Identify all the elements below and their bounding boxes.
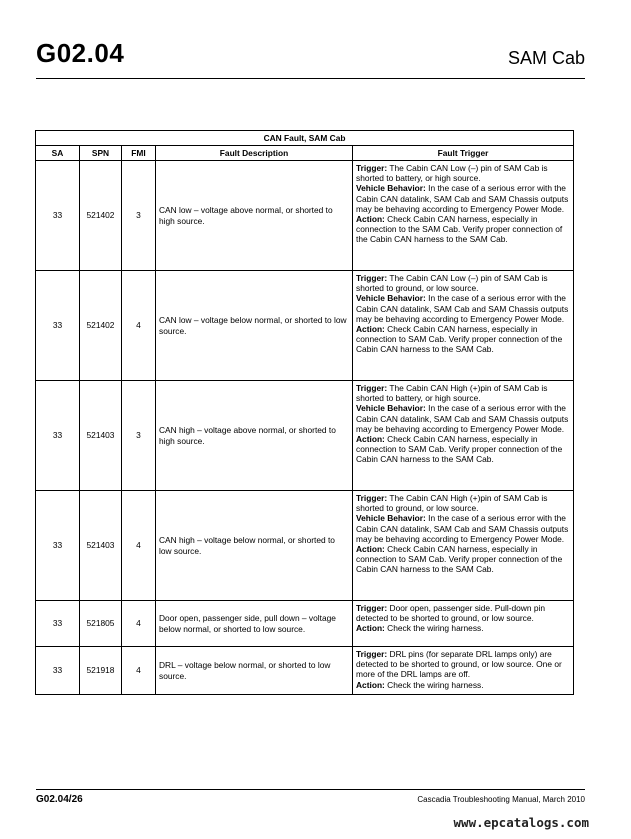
fault-table — [35, 130, 574, 695]
action-text: Check Cabin CAN harness, especially in connection to SAM Cab. Verify proper connection of the Cabin CAN harness to the SAM Cab. — [356, 434, 563, 465]
cell-trigger — [353, 491, 574, 601]
cell-sa: 33 — [36, 271, 80, 381]
action-text: Check Cabin CAN harness, especially in connection to SAM Cab. Verify proper connection of the Cabin CAN harness to the SAM Cab. — [356, 544, 563, 575]
trigger-label: Trigger: — [356, 273, 388, 283]
action-label: Action: — [356, 324, 385, 335]
cell-spn: 521402 — [80, 271, 122, 381]
vehicle-behavior-label: Vehicle Behavior: — [356, 513, 426, 524]
cell-fmi: 4 — [122, 271, 156, 381]
trigger-text: Door open, passenger side. Pull-down pin detected to be shorted to ground, or low source. — [356, 603, 546, 624]
vehicle-behavior-text: In the case of a serious error with the Cabin CAN datalink, SAM Cab and SAM Chassis outputs may be behaving according to Emergency Power Mode. — [356, 183, 569, 214]
vehicle-behavior-text: In the case of a serious error with the Cabin CAN datalink, SAM Cab and SAM Chassis outputs may be behaving according to Emergency Power Mode. — [356, 513, 569, 544]
vehicle-behavior-label: Vehicle Behavior: — [356, 403, 426, 414]
cell-trigger — [353, 647, 574, 695]
trigger-text: DRL pins (for separate DRL lamps only) are detected to be shorted to ground, or low source. One or more of the DRL lamps are off. — [356, 649, 562, 680]
action-label: Action: — [356, 434, 385, 445]
cell-fmi: 4 — [122, 647, 156, 695]
footer-rule — [36, 789, 585, 790]
trigger-label: Trigger: — [356, 603, 388, 613]
cell-fmi: 3 — [122, 161, 156, 271]
cell-sa: 33 — [36, 161, 80, 271]
column-header-sa: SA — [36, 146, 80, 161]
table-row — [36, 647, 574, 695]
action-text: Check Cabin CAN harness, especially in connection to the SAM Cab. Verify proper connection of the Cabin CAN harness to the SAM Cab. — [356, 214, 563, 245]
footer-page-id: G02.04/26 — [36, 794, 83, 805]
cell-fmi: 4 — [122, 601, 156, 647]
page-code: G02.04 — [36, 38, 125, 68]
cell-description: CAN low – voltage above normal, or shorted to high source. — [156, 161, 353, 271]
cell-trigger — [353, 601, 574, 647]
table-caption: CAN Fault, SAM Cab — [36, 131, 574, 146]
cell-description: CAN high – voltage above normal, or shorted to high source. — [156, 381, 353, 491]
cell-trigger — [353, 161, 574, 271]
action-text: Check the wiring harness. — [384, 623, 484, 634]
cell-spn: 521403 — [80, 381, 122, 491]
vehicle-behavior-text: In the case of a serious error with the Cabin CAN datalink, SAM Cab and SAM Chassis outputs may be behaving according to Emergency Power Mode. — [356, 403, 569, 434]
cell-trigger — [353, 271, 574, 381]
vehicle-behavior-label: Vehicle Behavior: — [356, 183, 426, 194]
cell-sa: 33 — [36, 381, 80, 491]
trigger-label: Trigger: — [356, 383, 388, 393]
trigger-label: Trigger: — [356, 493, 388, 503]
cell-sa: 33 — [36, 601, 80, 647]
watermark-url[interactable]: www.epcatalogs.com — [453, 815, 589, 830]
column-header-spn: SPN — [80, 146, 122, 161]
page-section-title: SAM Cab — [507, 48, 585, 68]
cell-fmi: 4 — [122, 491, 156, 601]
trigger-label: Trigger: — [356, 163, 388, 173]
trigger-text: The Cabin CAN High (+)pin of SAM Cab is shorted to ground, or low source. — [356, 493, 548, 514]
table-row — [36, 161, 574, 271]
trigger-text: The Cabin CAN High (+)pin of SAM Cab is shorted to battery, or high source. — [356, 383, 548, 404]
vehicle-behavior-label: Vehicle Behavior: — [356, 293, 426, 304]
table-row — [36, 271, 574, 381]
cell-spn: 521918 — [80, 647, 122, 695]
cell-spn: 521805 — [80, 601, 122, 647]
cell-trigger — [353, 381, 574, 491]
footer-manual-title: Cascadia Troubleshooting Manual, March 2010 — [417, 795, 585, 804]
trigger-text: The Cabin CAN Low (–) pin of SAM Cab is shorted to ground, or low source. — [356, 273, 548, 294]
action-label: Action: — [356, 544, 385, 555]
trigger-label: Trigger: — [356, 649, 388, 659]
cell-spn: 521402 — [80, 161, 122, 271]
cell-spn: 521403 — [80, 491, 122, 601]
cell-fmi: 3 — [122, 381, 156, 491]
action-label: Action: — [356, 214, 385, 225]
header-rule — [36, 78, 585, 79]
cell-sa: 33 — [36, 647, 80, 695]
action-label: Action: — [356, 679, 385, 690]
table-row — [36, 381, 574, 491]
cell-description: CAN high – voltage below normal, or shorted to low source. — [156, 491, 353, 601]
cell-sa: 33 — [36, 491, 80, 601]
trigger-text: The Cabin CAN Low (–) pin of SAM Cab is shorted to battery, or high source. — [356, 163, 548, 184]
column-header-fmi: FMI — [122, 146, 156, 161]
cell-description: Door open, passenger side, pull down – voltage below normal, or shorted to low source. — [156, 601, 353, 647]
cell-description: CAN low – voltage below normal, or shorted to low source. — [156, 271, 353, 381]
column-header-fault-description: Fault Description — [156, 146, 353, 161]
action-label: Action: — [356, 623, 385, 634]
table-row — [36, 491, 574, 601]
column-header-fault-trigger: Fault Trigger — [353, 146, 574, 161]
action-text: Check Cabin CAN harness, especially in connection to SAM Cab. Verify proper connection of the Cabin CAN harness to the SAM Cab. — [356, 324, 563, 355]
cell-description: DRL – voltage below normal, or shorted to low source. — [156, 647, 353, 695]
vehicle-behavior-text: In the case of a serious error with the Cabin CAN datalink, SAM Cab and SAM Chassis outputs may be behaving according to Emergency Power Mode. — [356, 293, 569, 324]
table-row — [36, 601, 574, 647]
action-text: Check the wiring harness. — [384, 679, 484, 690]
